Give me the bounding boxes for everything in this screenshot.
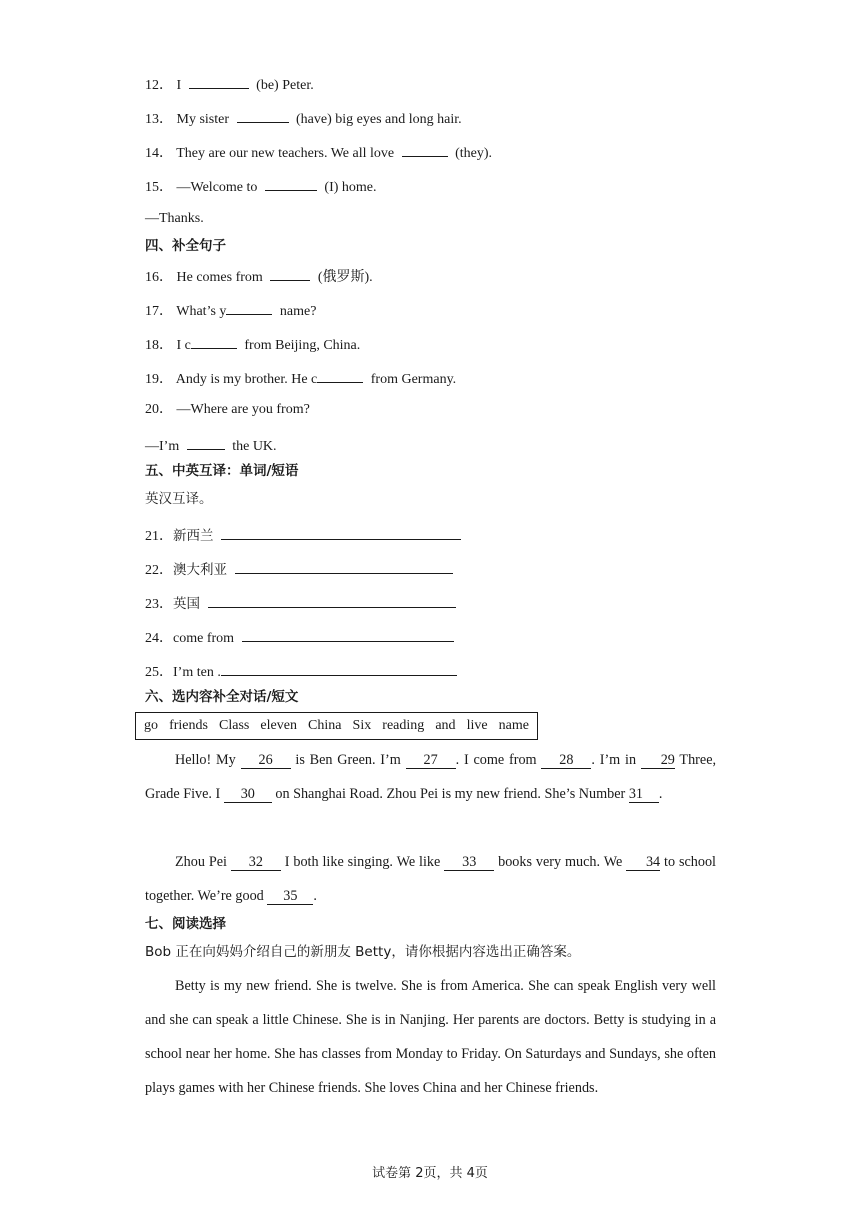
section-instruction: 英汉互译。: [145, 491, 213, 507]
question-number: 24．: [145, 631, 173, 646]
question-text: from Beijing, China.: [244, 338, 361, 353]
question-text: I’m ten .: [173, 665, 221, 680]
question-text: (have) big eyes and long hair.: [296, 112, 462, 127]
word-bank-item: China: [308, 718, 342, 733]
cloze-paragraph-2: Zhou Pei 32 I both like singing. We like 33 books very much. We 34 to school together. We’re good 35 .: [145, 854, 716, 904]
question-text: He comes from: [176, 270, 263, 285]
cloze-blank[interactable]: 31: [629, 786, 659, 803]
page-footer: 试卷第 2页，共 4页: [372, 1166, 488, 1181]
answer-blank[interactable]: [221, 525, 461, 540]
word-bank-item: eleven: [260, 718, 297, 733]
question-text: (俄罗斯).: [317, 270, 373, 285]
question-14: [145, 142, 492, 163]
question-text: name?: [279, 304, 317, 319]
question-number: 23．: [145, 597, 173, 612]
question-22: [145, 559, 457, 580]
answer-blank[interactable]: [187, 435, 225, 450]
answer-blank[interactable]: [270, 266, 310, 281]
question-number: 19．: [145, 372, 173, 387]
question-17: [145, 300, 316, 321]
question-15: [145, 176, 377, 197]
question-number: 25．: [145, 665, 173, 680]
question-text: the UK.: [232, 439, 277, 454]
question-12: [145, 74, 314, 95]
cloze-blank[interactable]: 34: [626, 854, 660, 871]
question-text: 英国: [173, 596, 200, 612]
question-text: (they).: [455, 146, 493, 161]
question-number: 21．: [145, 529, 173, 544]
question-number: 17．: [145, 304, 173, 319]
question-13: [145, 108, 462, 129]
question-23: [145, 593, 460, 614]
answer-blank[interactable]: [235, 559, 453, 574]
question-21: [145, 525, 465, 546]
cloze-blank[interactable]: 35: [267, 888, 313, 905]
answer-blank[interactable]: [208, 593, 456, 608]
question-text: 新西兰: [173, 528, 214, 544]
question-number: 20．: [145, 402, 173, 417]
question-number: 18．: [145, 338, 173, 353]
answer-blank[interactable]: [317, 368, 363, 383]
question-text: I c: [176, 338, 191, 353]
question-text: —Where are you from?: [176, 402, 310, 417]
question-text: What’s y: [176, 304, 227, 319]
question-text: 澳大利亚: [173, 562, 227, 578]
dialogue-reply: [145, 435, 277, 456]
question-20: [145, 401, 310, 419]
cloze-blank[interactable]: 32: [231, 854, 281, 871]
question-text: come from: [173, 631, 235, 646]
section-heading: 五、中英互译：单词/短语: [145, 463, 299, 479]
question-number: 13．: [145, 112, 173, 127]
question-18: [145, 334, 360, 355]
word-bank-item: Six: [352, 718, 372, 733]
word-bank-item: friends: [169, 718, 208, 733]
question-number: 12．: [145, 78, 173, 93]
answer-blank[interactable]: [237, 108, 289, 123]
cloze-paragraph-1: Hello! My 26 is Ben Green. I’m 27 . I come from 28 . I’m in 29 Three, Grade Five. I 30 on Shanghai Road. Zhou Pei is my new friend. She’s Number 31 .: [145, 752, 717, 802]
answer-blank[interactable]: [402, 142, 448, 157]
passage-text: Betty is my new friend. She is twelve. She is from America. She can speak English very well and she can speak a little Chinese. She is in Nanjing. Her parents are doctors. Betty is studying in a school near her home. She has classes from Monday to Friday. On Saturdays and Sundays, she often plays games with her Chinese friends. She loves China and her Chinese friends.: [145, 978, 716, 1096]
question-text: from Germany.: [370, 372, 457, 387]
question-text: —I’m: [145, 439, 180, 454]
question-19: [145, 368, 456, 389]
section-heading: 六、选内容补全对话/短文: [145, 689, 299, 705]
word-bank: [135, 712, 538, 740]
question-number: 22．: [145, 563, 173, 578]
section-heading: 七、阅读选择: [145, 916, 226, 932]
dialogue-reply: —Thanks.: [145, 211, 204, 226]
cloze-blank[interactable]: 30: [224, 786, 272, 803]
answer-blank[interactable]: [226, 300, 272, 315]
answer-blank[interactable]: [189, 74, 249, 89]
word-bank-item: name: [498, 718, 529, 733]
answer-blank[interactable]: [265, 176, 317, 191]
question-25: [145, 661, 461, 682]
question-text: —Welcome to: [176, 180, 258, 195]
question-24: [145, 627, 458, 648]
question-text: Andy is my brother. He c: [175, 372, 318, 387]
word-bank-item: Class: [219, 718, 250, 733]
cloze-blank[interactable]: 29: [641, 752, 675, 769]
question-16: [145, 266, 373, 287]
question-text: (be) Peter.: [256, 78, 314, 93]
cloze-blank[interactable]: 28: [541, 752, 591, 769]
question-text: I: [176, 78, 182, 93]
question-number: 16．: [145, 270, 173, 285]
question-text: They are our new teachers. We all love: [176, 146, 395, 161]
word-bank-item: go: [144, 718, 158, 733]
section-heading: 四、补全句子: [145, 238, 226, 254]
cloze-blank[interactable]: 26: [241, 752, 291, 769]
answer-blank[interactable]: [191, 334, 237, 349]
word-bank-item: and: [435, 718, 456, 733]
answer-blank[interactable]: [221, 661, 457, 676]
question-text: My sister: [176, 112, 229, 127]
reading-passage: [145, 969, 716, 1105]
question-number: 14．: [145, 146, 173, 161]
question-number: 15．: [145, 180, 173, 195]
cloze-blank[interactable]: 27: [406, 752, 456, 769]
cloze-blank[interactable]: 33: [444, 854, 494, 871]
section-instruction: Bob 正在向妈妈介绍自己的新朋友 Betty，请你根据内容选出正确答案。: [145, 944, 581, 960]
word-bank-item: reading: [382, 718, 425, 733]
word-bank-item: live: [466, 718, 488, 733]
answer-blank[interactable]: [242, 627, 454, 642]
question-text: (I) home.: [324, 180, 377, 195]
